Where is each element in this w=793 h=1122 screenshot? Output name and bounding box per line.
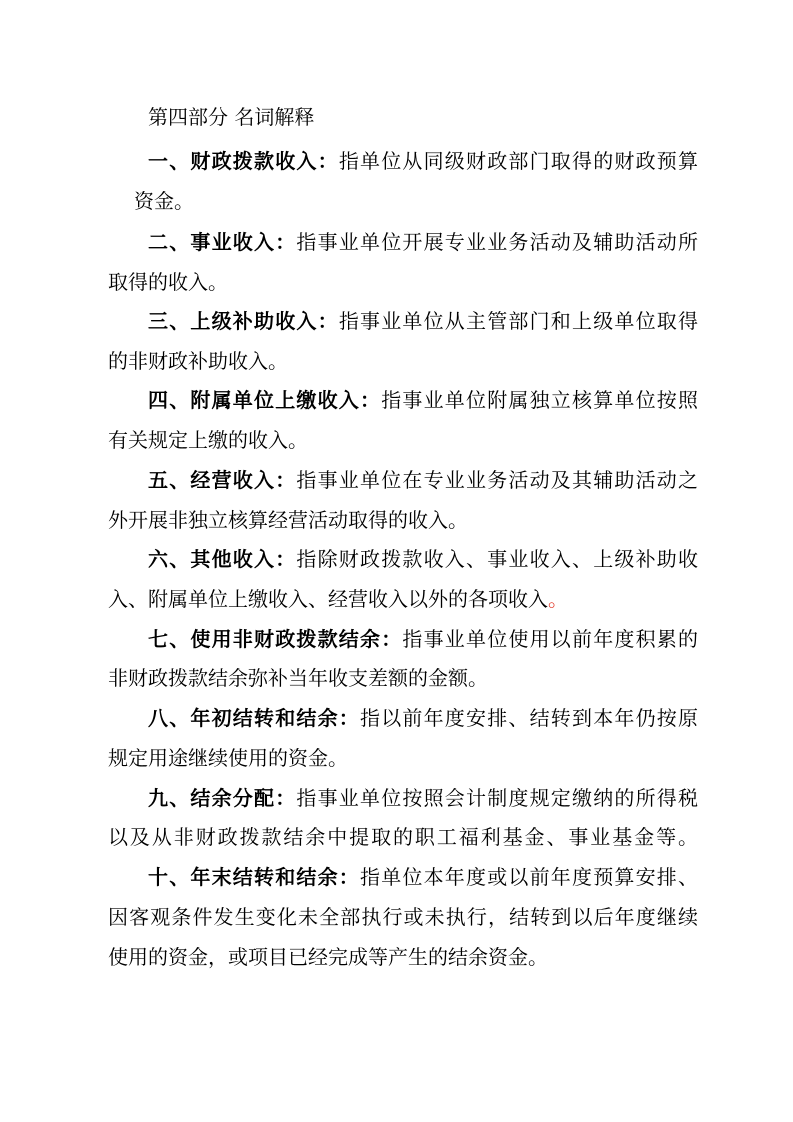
entry-1-term: 一、财政拨款收入： bbox=[148, 149, 339, 173]
entry-3-text: 指事业单位从主管部门和上级单位取得 bbox=[338, 309, 699, 333]
entry-6-line-2-text: 入、附属单位上缴收入、经营收入以外的各项收入 bbox=[108, 587, 548, 611]
entry-4-line-2: 有关规定上缴的收入。 bbox=[108, 428, 308, 452]
entry-6-text: 指除财政拨款收入、事业收入、上级补助收 bbox=[296, 547, 699, 571]
entry-6-line-1 bbox=[148, 543, 698, 575]
entry-7-line-1 bbox=[148, 623, 698, 655]
entry-2-term: 二、事业收入： bbox=[148, 230, 297, 254]
entry-1-line-1 bbox=[148, 145, 698, 177]
entry-2-text: 指事业单位开展专业业务活动及辅助活动所 bbox=[296, 230, 699, 254]
entry-6-trailing-mark: 。 bbox=[548, 587, 568, 611]
entry-10-line-3: 使用的资金，或项目已经完成等产生的结余资金。 bbox=[108, 945, 548, 969]
entry-3-term: 三、上级补助收入： bbox=[148, 309, 339, 333]
entry-9-line-2: 以及从非财政拨款结余中提取的职工福利基金、事业基金等。 bbox=[108, 825, 698, 849]
entry-1-line-2: 资金。 bbox=[134, 189, 194, 213]
entry-4-text: 指事业单位附属独立核算单位按照 bbox=[381, 388, 699, 412]
entry-7-line-2: 非财政拨款结余弥补当年收支差额的金额。 bbox=[108, 666, 488, 690]
entry-2-line-1 bbox=[148, 226, 698, 258]
entry-8-text: 指以前年度安排、结转到本年仍按原 bbox=[360, 706, 698, 730]
entry-2-line-2: 取得的收入。 bbox=[108, 270, 228, 294]
entry-9-term: 九、结余分配： bbox=[148, 786, 297, 810]
entry-10-term: 十、年末结转和结余： bbox=[148, 865, 360, 889]
entry-6-line-2 bbox=[108, 583, 698, 615]
entry-8-line-1 bbox=[148, 702, 698, 734]
entry-10-text: 指单位本年度或以前年度预算安排、 bbox=[360, 865, 698, 889]
entry-5-term: 五、经营收入： bbox=[148, 468, 297, 492]
entry-8-term: 八、年初结转和结余： bbox=[148, 706, 360, 730]
entry-7-text: 指事业单位使用以前年度积累的 bbox=[402, 627, 699, 651]
entry-4-line-1 bbox=[148, 384, 698, 416]
entry-5-line-1 bbox=[148, 464, 698, 496]
entry-3-line-1 bbox=[148, 305, 698, 337]
entry-5-line-2: 外开展非独立核算经营活动取得的收入。 bbox=[108, 508, 468, 532]
entry-8-line-2: 规定用途继续使用的资金。 bbox=[108, 746, 348, 770]
entry-1-text: 指单位从同级财政部门取得的财政预算 bbox=[338, 149, 699, 173]
entry-9-text: 指事业单位按照会计制度规定缴纳的所得税 bbox=[296, 786, 699, 810]
entry-4-term: 四、附属单位上缴收入： bbox=[148, 388, 382, 412]
section-heading: 第四部分 名词解释 bbox=[148, 105, 315, 129]
entry-9-line-1 bbox=[148, 782, 698, 814]
entry-3-line-2: 的非财政补助收入。 bbox=[108, 349, 288, 373]
entry-5-text: 指事业单位在专业业务活动及其辅助活动之 bbox=[296, 468, 699, 492]
entry-10-line-2: 因客观条件发生变化未全部执行或未执行，结转到以后年度继续 bbox=[108, 905, 698, 929]
entry-7-term: 七、使用非财政拨款结余： bbox=[148, 627, 403, 651]
entry-10-line-1 bbox=[148, 861, 698, 893]
entry-6-term: 六、其他收入： bbox=[148, 547, 297, 571]
